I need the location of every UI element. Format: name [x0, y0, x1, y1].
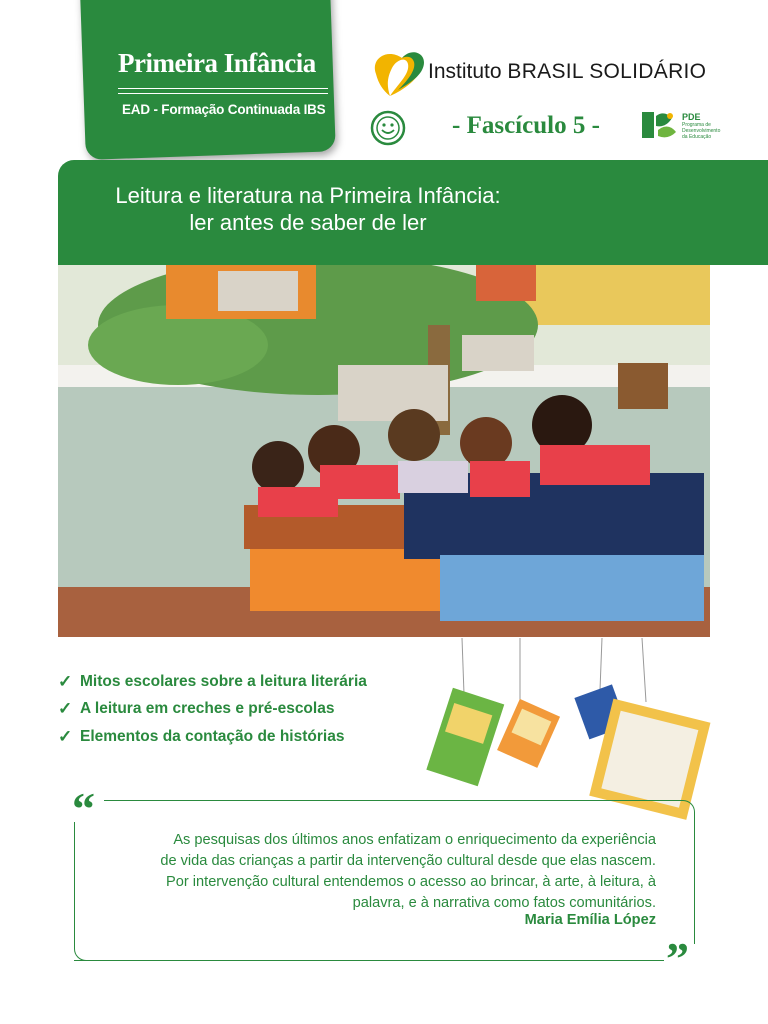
- divider: [74, 946, 89, 961]
- pde-logo-caption: Programa de Desenvolvimento da Educação: [682, 122, 721, 140]
- divider: [104, 800, 682, 801]
- institute-brand: BRASIL SOLIDÁRIO: [507, 60, 707, 83]
- institute-prefix: Instituto: [428, 60, 502, 83]
- series-tab: [80, 0, 336, 160]
- list-item: [58, 668, 367, 696]
- list-item: [58, 723, 367, 751]
- divider: [694, 814, 695, 944]
- topic-list: [58, 668, 367, 751]
- children-reading-photo: [58, 265, 710, 637]
- title-line-1: Leitura e literatura na Primeira Infância:: [115, 183, 501, 208]
- divider: [74, 960, 664, 961]
- quote-line: Por intervenção cultural entendemos o acesso ao brincar, à arte, à leitura, à: [166, 874, 656, 890]
- quote-author: Maria Emília López: [524, 912, 656, 928]
- quote-line: As pesquisas dos últimos anos enfatizam o enriquecimento da experiência: [173, 832, 656, 848]
- divider: [118, 88, 328, 89]
- quote-text: [100, 830, 656, 914]
- series-title: Primeira Infância: [118, 48, 316, 78]
- institute-logo-icon: [368, 44, 428, 100]
- smile-icon: [370, 110, 406, 146]
- topic-label: A leitura em creches e pré-escolas: [80, 700, 335, 718]
- fascicle-label: - Fascículo 5 -: [452, 112, 600, 139]
- list-item: [58, 696, 367, 724]
- title-line-2: ler antes de saber de ler: [189, 210, 427, 235]
- topic-label: Elementos da contação de histórias: [80, 727, 345, 745]
- check-icon: ✓: [58, 671, 73, 691]
- series-subtitle: EAD - Formação Continuada IBS: [122, 102, 326, 117]
- check-icon: ✓: [58, 726, 73, 746]
- quote-line: de vida das crianças a partir da intervenção cultural desde que elas nascem.: [160, 853, 656, 869]
- open-quote-mark: “: [72, 783, 95, 834]
- check-icon: ✓: [58, 699, 73, 719]
- close-quote-mark: ”: [666, 933, 689, 984]
- quote-line: palavra, e à narrativa como fatos comunitários.: [352, 895, 656, 911]
- institute-name: [428, 60, 706, 84]
- divider: [74, 822, 75, 947]
- topic-label: Mitos escolares sobre a leitura literária: [80, 672, 367, 690]
- page-title: [58, 182, 558, 236]
- pde-logo-label: PDE: [682, 112, 701, 122]
- divider: [118, 93, 328, 94]
